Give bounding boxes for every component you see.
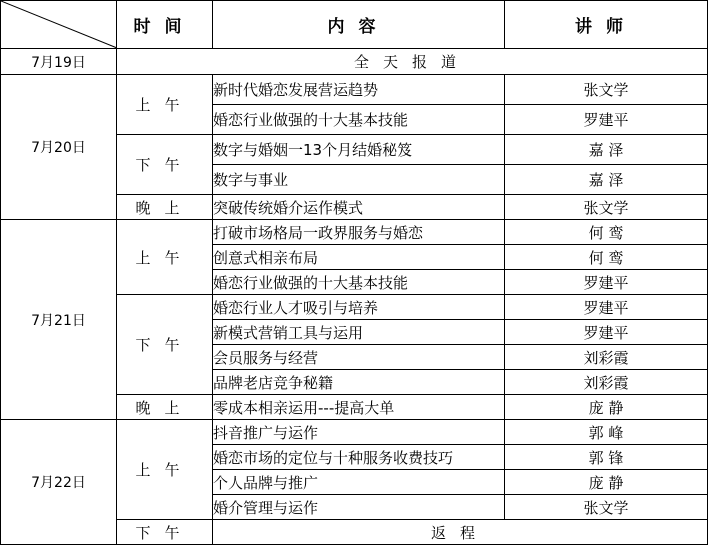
session-cell: 上午 [117,420,213,520]
course-cell: 数字与事业 [213,165,505,195]
teacher-cell: 张文学 [505,495,708,520]
course-cell: 个人品牌与推广 [213,470,505,495]
teacher-cell: 罗建平 [505,105,708,135]
course-cell: 新时代婚恋发展营运趋势 [213,75,505,105]
course-cell: 抖音推广与运作 [213,420,505,445]
session-cell: 下午 [117,135,213,195]
date-cell: 7月22日 [1,420,117,545]
teacher-cell: 刘彩霞 [505,345,708,370]
corner-cell [1,1,117,49]
date-cell: 7月21日 [1,220,117,420]
course-cell: 数字与婚姻一13个月结婚秘笈 [213,135,505,165]
teacher-cell: 罗建平 [505,295,708,320]
course-cell: 婚恋行业人才吸引与培养 [213,295,505,320]
header-content: 内容 [213,1,505,49]
table-row [1,49,708,75]
header-time: 时间 [117,1,213,49]
teacher-cell: 庞 静 [505,470,708,495]
teacher-cell: 罗建平 [505,320,708,345]
session-cell: 下午 [117,295,213,395]
session-cell: 晚上 [117,195,213,220]
teacher-cell: 郭 峰 [505,420,708,445]
course-cell: 突破传统婚介运作模式 [213,195,505,220]
teacher-cell: 张文学 [505,75,708,105]
teacher-cell: 张文学 [505,195,708,220]
teacher-cell: 罗建平 [505,270,708,295]
teacher-cell: 嘉 泽 [505,165,708,195]
header-row [1,1,708,49]
teacher-cell: 何 鸾 [505,245,708,270]
table-row [1,75,708,105]
course-cell: 创意式相亲布局 [213,245,505,270]
session-cell: 上午 [117,220,213,295]
teacher-cell: 嘉 泽 [505,135,708,165]
teacher-cell: 刘彩霞 [505,370,708,395]
course-cell: 打破市场格局一政界服务与婚恋 [213,220,505,245]
course-cell: 新模式营销工具与运用 [213,320,505,345]
session-cell: 下午 [117,520,213,545]
course-cell: 零成本相亲运用---提高大单 [213,395,505,420]
date-cell: 7月20日 [1,75,117,220]
teacher-cell: 何 鸾 [505,220,708,245]
course-cell: 婚介管理与运作 [213,495,505,520]
header-teacher: 讲师 [505,1,708,49]
full-day-note: 全天报道 [117,49,708,75]
teacher-cell: 郭 锋 [505,445,708,470]
course-cell: 婚恋行业做强的十大基本技能 [213,270,505,295]
course-cell: 婚恋行业做强的十大基本技能 [213,105,505,135]
session-cell: 晚上 [117,395,213,420]
course-cell: 品牌老店竞争秘籍 [213,370,505,395]
course-cell: 会员服务与经营 [213,345,505,370]
date-cell: 7月19日 [1,49,117,75]
course-cell: 婚恋市场的定位与十种服务收费技巧 [213,445,505,470]
table-row [1,420,708,445]
teacher-cell: 庞 静 [505,395,708,420]
table-row [1,220,708,245]
return-note: 返程 [213,520,708,545]
diagonal-line [1,1,117,48]
session-cell: 上午 [117,75,213,135]
